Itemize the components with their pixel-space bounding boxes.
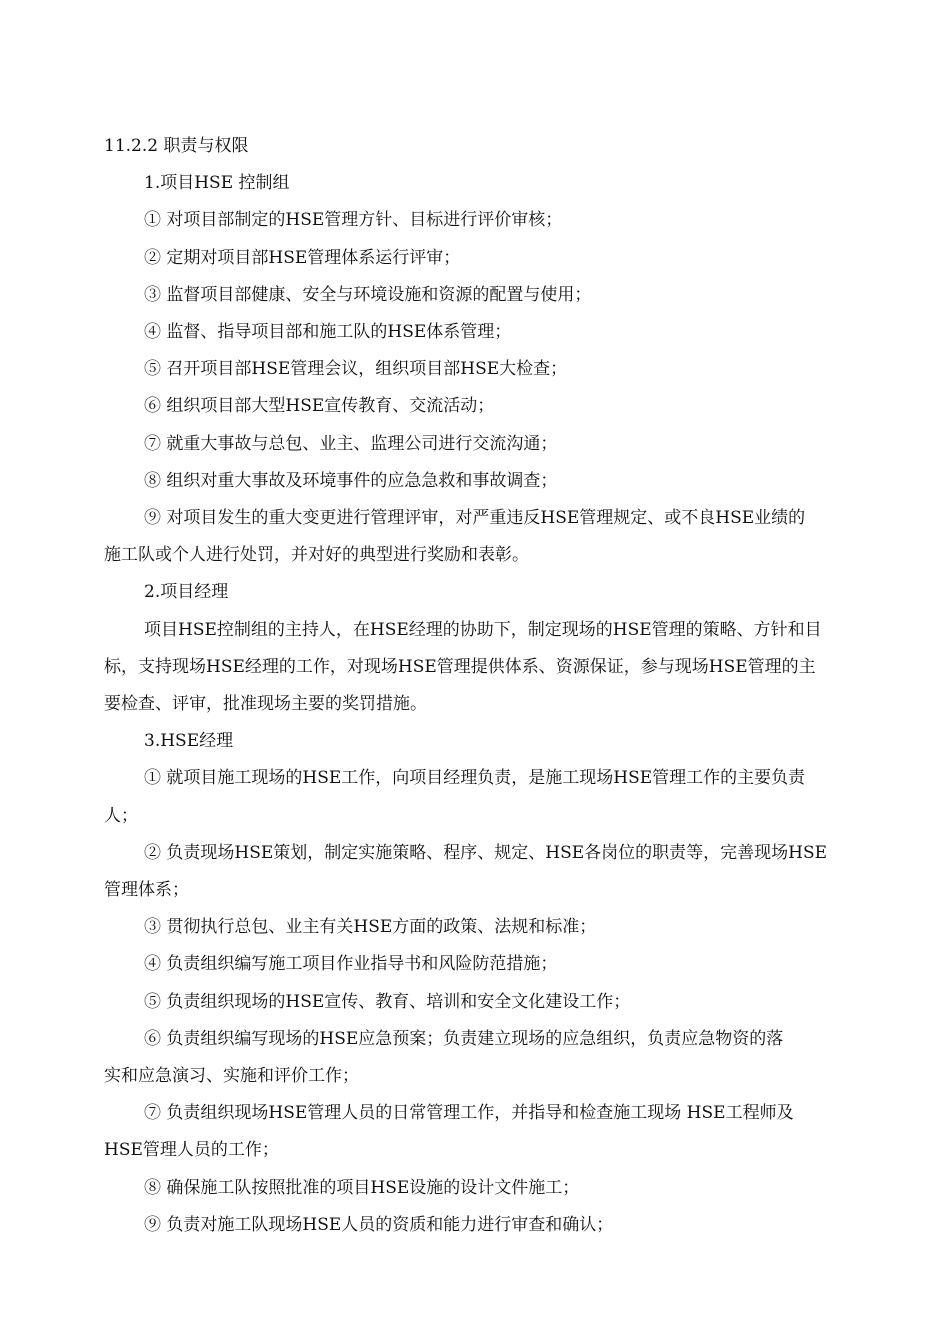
document-body	[104, 128, 862, 1244]
hse-control-group-heading: 1.项目HSE 控制组	[144, 173, 290, 194]
hse-manager-heading: 3.HSE经理	[144, 731, 234, 752]
list-item: ⑥ 组织项目部大型HSE宣传教育、交流活动；	[144, 396, 495, 417]
list-item-continuation: 实和应急演习、实施和评价工作；	[104, 1066, 359, 1087]
list-item: ③ 监督项目部健康、安全与环境设施和资源的配置与使用；	[144, 284, 592, 305]
list-item: ⑨ 负责对施工队现场HSE人员的资质和能力进行审查和确认；	[144, 1214, 614, 1235]
project-manager-heading: 2.项目经理	[144, 582, 229, 603]
list-item-continuation: HSE管理人员的工作；	[104, 1140, 279, 1161]
section-title: 11.2.2 职责与权限	[104, 136, 249, 156]
list-item: ⑤ 负责组织现场的HSE宣传、教育、培训和安全文化建设工作；	[144, 991, 631, 1012]
list-item: ⑨ 对项目发生的重大变更进行管理评审，对严重违反HSE管理规定、或不良HSE业绩的	[144, 508, 806, 529]
list-item: ④ 监督、指导项目部和施工队的HSE体系管理；	[144, 322, 512, 343]
list-item: ⑥ 负责组织编写现场的HSE应急预案；负责建立现场的应急组织，负责应急物资的落	[144, 1028, 784, 1049]
list-item: ② 定期对项目部HSE管理体系运行评审；	[144, 247, 461, 268]
list-item: ⑧ 确保施工队按照批准的项目HSE设施的设计文件施工；	[144, 1177, 580, 1198]
list-item: ① 就项目施工现场的HSE工作，向项目经理负责，是施工现场HSE管理工作的主要负责	[144, 768, 806, 789]
list-item-continuation: 人；	[104, 805, 138, 826]
list-item: ② 负责现场HSE策划，制定实施策略、程序、规定、HSE各岗位的职责等，完善现场HSE	[144, 842, 828, 863]
list-item: ④ 负责组织编写施工项目作业指导书和风险防范措施；	[144, 954, 558, 975]
list-item: ① 对项目部制定的HSE管理方针、目标进行评价审核；	[144, 210, 563, 231]
paragraph-line: 要检查、评审，批准现场主要的奖罚措施。	[104, 694, 427, 715]
list-item: ⑧ 组织对重大事故及环境事件的应急急救和事故调查；	[144, 470, 558, 491]
list-item-continuation: 施工队或个人进行处罚，并对好的典型进行奖励和表彰。	[104, 545, 529, 566]
list-item: ⑦ 负责组织现场HSE管理人员的日常管理工作，并指导和检查施工现场 HSE工程师及	[144, 1103, 794, 1124]
paragraph-line: 标，支持现场HSE经理的工作，对现场HSE管理提供体系、资源保证，参与现场HSE管理的主	[104, 656, 816, 677]
paragraph-line: 项目HSE控制组的主持人，在HSE经理的协助下，制定现场的HSE管理的策略、方针和目	[144, 619, 822, 640]
list-item: ⑦ 就重大事故与总包、业主、监理公司进行交流沟通；	[144, 433, 558, 454]
list-item-continuation: 管理体系；	[104, 880, 189, 901]
list-item: ⑤ 召开项目部HSE管理会议，组织项目部HSE大检查；	[144, 359, 568, 380]
list-item: ③ 贯彻执行总包、业主有关HSE方面的政策、法规和标准；	[144, 917, 597, 938]
